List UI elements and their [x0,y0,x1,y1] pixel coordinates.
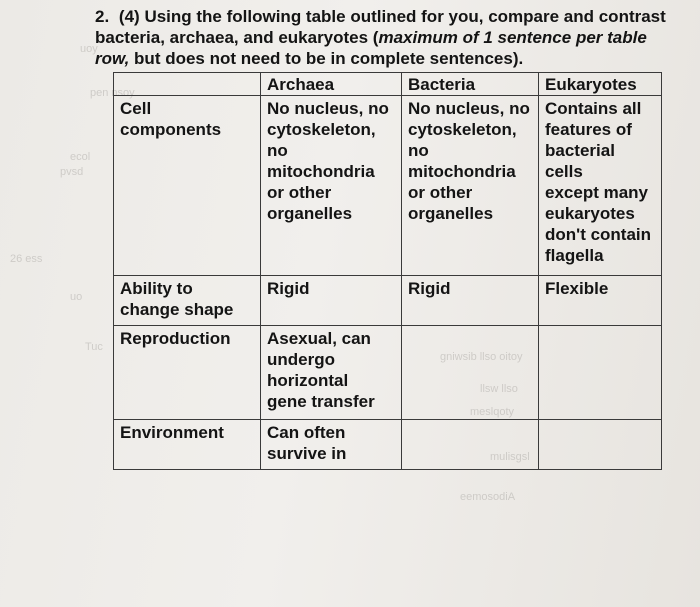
header-cell-empty [114,73,261,96]
cell-archaea-components: No nucleus, no cytoskeleton, no mitochondria or other organelles [261,96,402,276]
row-label-cell-components: Cell components [114,96,261,276]
cell-bacteria-shape: Rigid [402,276,539,326]
cell-eukaryotes-environment [539,420,662,470]
row-label-environment: Environment [114,420,261,470]
table-row [114,96,662,276]
table-row [114,276,662,326]
svg-text:uo: uo [70,291,83,303]
table-row [114,326,662,420]
header-cell-eukaryotes: Eukaryotes [539,73,662,96]
table-header-row [114,73,662,96]
cell-bacteria-environment [402,420,539,470]
cell-archaea-reproduction: Asexual, can undergo horizontal gene transfer [261,326,402,420]
cell-eukaryotes-reproduction [539,326,662,420]
svg-text:eemosodiA: eemosodiA [460,491,516,503]
cell-eukaryotes-shape: Flexible [539,276,662,326]
svg-text:mulisgsl: mulisgsl [490,451,530,463]
table-row [114,420,662,470]
svg-text:gniwsib llso oitoy: gniwsib llso oitoy [440,351,523,363]
svg-text:llsw llso: llsw llso [480,383,518,395]
header-cell-bacteria: Bacteria [402,73,539,96]
svg-text:uoy: uoy [80,43,98,55]
svg-text:ecol: ecol [70,151,91,163]
row-label-reproduction: Reproduction [114,326,261,420]
comparison-table [113,72,662,470]
svg-text:meslqoty: meslqoty [470,406,515,418]
question-text: Using the following table outlined for you, compare and contrast bacteria, archaea, and eukaryotes ( [95,7,666,47]
question-italic-text: maximum of 1 sentence per table row, [95,28,647,68]
cell-archaea-environment: Can often survive in [261,420,402,470]
cell-eukaryotes-components: Contains all features of bacterial cells except many eukaryotes don't contain flagella [539,96,662,276]
cell-bacteria-reproduction [402,326,539,420]
question-text-end: but does not need to be in complete sentences). [129,49,524,68]
question-points: (4) [118,7,140,26]
cell-bacteria-components: No nucleus, no cytoskeleton, no mitochondria or other organelles [402,96,539,276]
header-cell-archaea: Archaea [261,73,402,96]
row-label-change-shape: Ability to change shape [114,276,261,326]
svg-text:pen nsoy: pen nsoy [90,87,135,99]
svg-text:26 ess: 26 ess [10,253,43,265]
question-header [95,6,685,69]
svg-text:Tuc: Tuc [85,341,103,353]
svg-text:pvsd: pvsd [60,166,84,178]
question-number: 2. [95,7,110,26]
cell-archaea-shape: Rigid [261,276,402,326]
